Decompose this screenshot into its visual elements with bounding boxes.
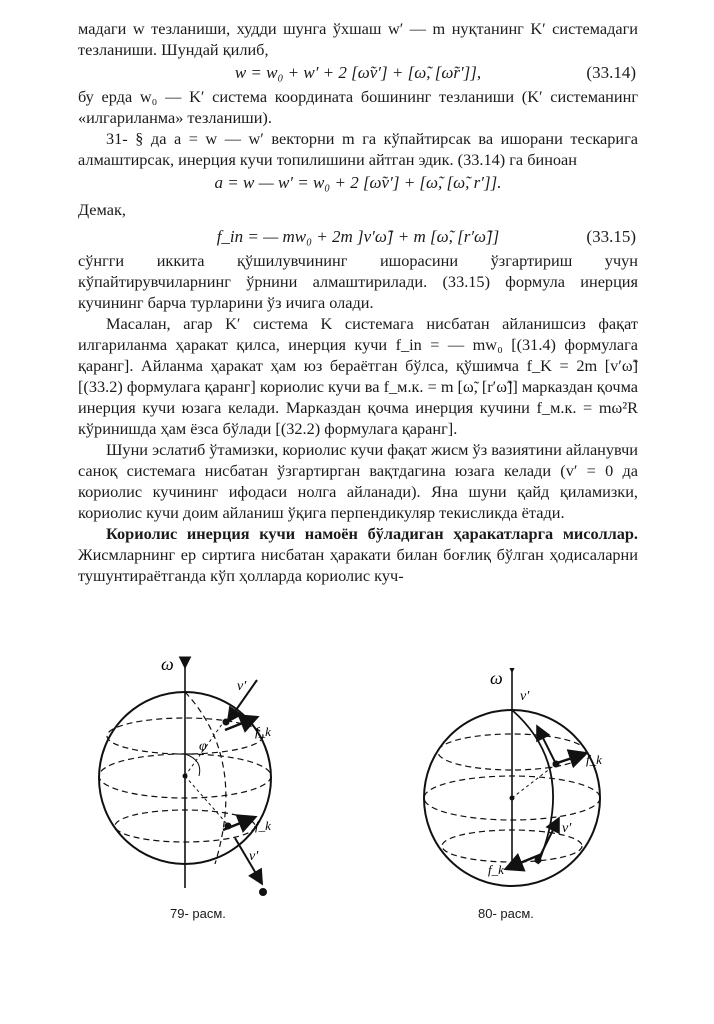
paragraph-1: мадаги w тезланиши, худди шунга ўхшаш w′ — m нуқтанинг K′ системадаги тезланиши. Шундай қилиб, <box>78 19 638 59</box>
axis-end-point <box>259 888 267 896</box>
equation-number: (33.14) <box>586 63 636 82</box>
velocity-label: v′ <box>249 849 259 864</box>
paragraph-2: бу ерда w₀ — K′ система координата бошининг тезланиши (K′ системанинг «илгариланма» тезланиши). <box>78 87 638 127</box>
equation-number: (33.15) <box>586 227 636 246</box>
coriolis-label: f_k <box>255 724 271 739</box>
equation-33-15 <box>78 224 638 250</box>
velocity-label: v′ <box>562 821 572 836</box>
coriolis-label: f_k <box>586 752 602 767</box>
paragraph-5: сўнгги иккита қўшилувчининг ишорасини ўзгартириш учун кўпайтирувчиларнинг ўрнини алмаштирилади. (33.15) формула инерция кучининг барча турларини ўз ичига олади. <box>78 251 638 312</box>
body-point <box>225 823 232 830</box>
paragraph-7: Шуни эслатиб ўтамизки, кориолис кучи фақат жисм ўз вазиятини айланувчи саноқ системага нисбатан ўзгартирган вақтдагина юзага келади (v′ = 0 да кориолис кучининг ифодаси нолга айланади). Яна шуни қайд қиламизки, кориолис кучи доим айланиш ўқига перпендикуляр текисликда ётади. <box>78 440 638 522</box>
body-point <box>535 857 542 864</box>
body-point <box>553 761 560 768</box>
section-heading: Кориолис инерция кучи намоён бўладиган ҳаракатларга мисоллар. <box>106 524 638 543</box>
velocity-label: v′ <box>520 689 530 704</box>
paragraph-8-text: Жисмларнинг ер сиртига нисбатан ҳаракати билан боғлиқ бўлган ҳодисаларни тушунтираётганда кўп ҳолларда кориолис куч- <box>78 545 638 585</box>
omega-label: ω <box>490 668 503 688</box>
body-point <box>223 719 230 726</box>
figure-80-caption: 80- расм. <box>478 906 534 921</box>
paragraph-3: 31- § да a = w — w′ векторни m га кўпайтирсак ва ишорани тескарига алмаштирсак, инерция кучи топилишини айтган эдик. (33.14) га биноан <box>78 129 638 169</box>
center-point <box>183 774 188 779</box>
equation-acceleration <box>78 170 638 196</box>
radius-line <box>185 776 227 824</box>
equation-formula: w = w₀ + w′ + 2 [ω̃v′] + [ω̃, [ω̃r′]], <box>234 63 482 82</box>
equation-33-14 <box>78 60 638 86</box>
coriolis-label: f_k <box>488 862 504 877</box>
equation-formula: a = w — w′ = w₀ + 2 [ω̃v′] + [ω̃, [ω̃, r′]]. <box>214 173 502 192</box>
coriolis-label: f_k <box>255 818 271 833</box>
figure-79-sphere <box>95 648 295 918</box>
velocity-label: v′ <box>237 679 247 694</box>
figures-area <box>0 648 714 948</box>
figure-80-sphere <box>408 668 608 918</box>
figure-79-caption: 79- расм. <box>170 906 226 921</box>
paragraph-6: Масалан, агар K′ система K системага нисбатан айланишсиз фақат илгариланма ҳаракат қилса, инерция кучи f_in = — mw₀ [(31.4) формулага қаранг]. Айланма ҳаракат ҳам юз бераётган бўлса, қўшимча f_K = 2m [v′ω̃] [(33.2) формулага қаранг] кориолис кучи ва f_м.к. = m [ω̃, [r′ω̃]] марказдан қочма инерция кучи юзага келади. Марказдан қочма инерция кучини f_м.к. = mω²R кўринишда ҳам ёзса бўлади [(32.2) формулага қаранг]. <box>78 314 638 438</box>
paragraph-8 <box>78 523 638 586</box>
equation-formula: f_in = — mw₀ + 2m ]v′ω̃] + m [ω̃, [r′ω̃]] <box>216 227 500 246</box>
paragraph-4: Демак, <box>78 200 126 219</box>
phi-label: φ <box>199 739 207 754</box>
page-body <box>78 18 638 586</box>
omega-label: ω <box>161 654 174 674</box>
center-point <box>510 796 515 801</box>
